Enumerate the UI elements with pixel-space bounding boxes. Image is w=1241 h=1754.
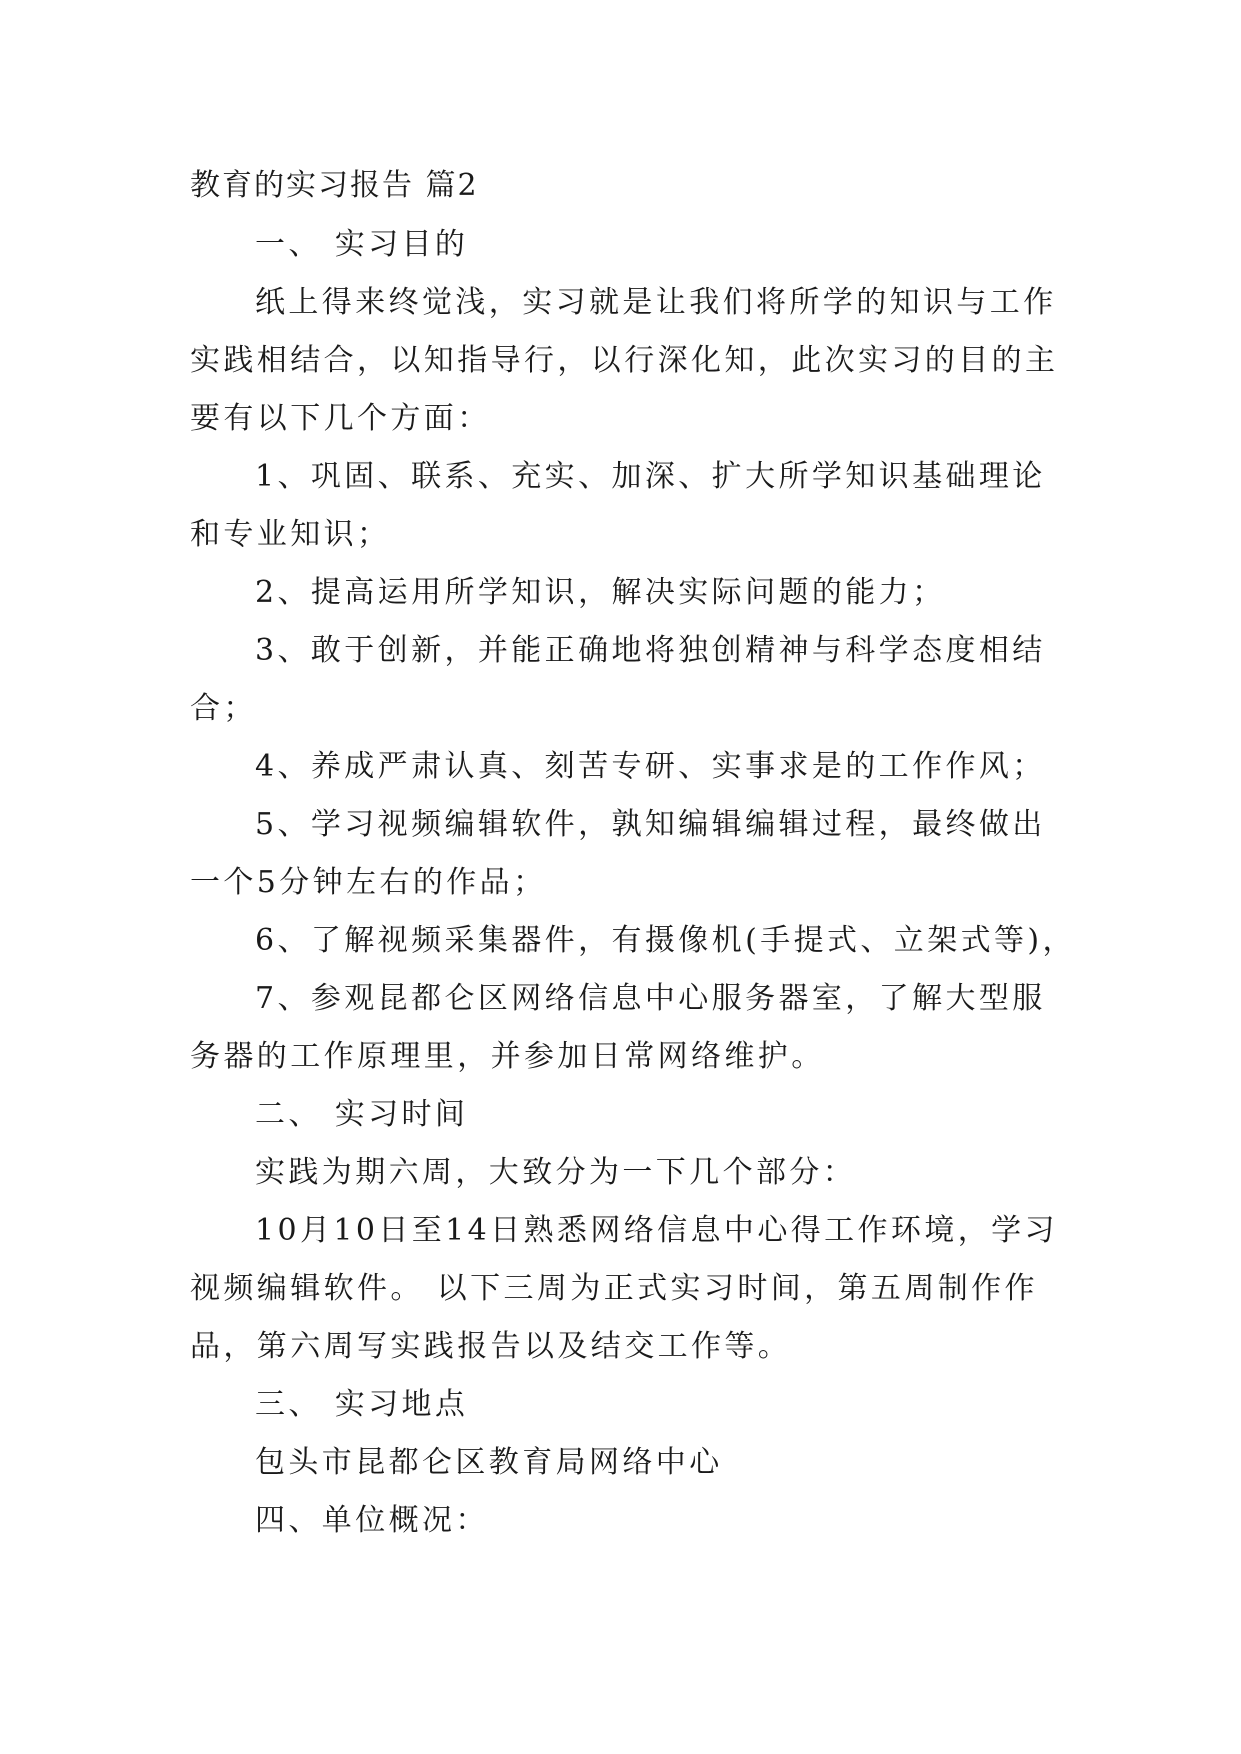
list-item-3-cont: 合； [190, 691, 257, 726]
section-heading-overview: 四、单位概况： [255, 1503, 489, 1538]
list-item-1: 1、巩固、联系、充实、加深、扩大所学知识基础理论 [255, 459, 1046, 494]
paragraph-line: 要有以下几个方面： [190, 401, 491, 436]
paragraph-line: 实践为期六周，大致分为一下几个部分： [255, 1155, 857, 1190]
list-item-6: 6、了解视频采集器件，有摄像机(手提式、立架式等)， [255, 923, 1076, 958]
paragraph-line: 视频编辑软件。 以下三周为正式实习时间，第五周制作作 [190, 1271, 1038, 1306]
section-heading-time: 二、 实习时间 [255, 1097, 469, 1132]
list-item-5: 5、学习视频编辑软件，孰知编辑编辑过程，最终做出 [255, 807, 1046, 842]
document-title: 教育的实习报告 篇2 [190, 168, 479, 203]
paragraph-line: 10月10日至14日熟悉网络信息中心得工作环境，学习 [255, 1213, 1058, 1248]
list-item-3: 3、敢于创新，并能正确地将独创精神与科学态度相结 [255, 633, 1046, 668]
paragraph-line: 包头市昆都仑区教育局网络中心 [255, 1445, 723, 1480]
list-item-2: 2、提高运用所学知识，解决实际问题的能力； [255, 575, 946, 610]
section-heading-location: 三、 实习地点 [255, 1387, 469, 1422]
paragraph-line: 纸上得来终觉浅，实习就是让我们将所学的知识与工作 [255, 285, 1057, 320]
list-item-7-cont: 务器的工作原理里，并参加日常网络维护。 [190, 1039, 825, 1074]
list-item-5-cont: 一个5分钟左右的作品； [190, 865, 547, 900]
list-item-7: 7、参观昆都仑区网络信息中心服务器室，了解大型服 [255, 981, 1046, 1016]
list-item-4: 4、养成严肃认真、刻苦专研、实事求是的工作作风； [255, 749, 1046, 784]
paragraph-line: 实践相结合，以知指导行，以行深化知，此次实习的目的主 [190, 343, 1059, 378]
section-heading-purpose: 一、 实习目的 [255, 227, 469, 262]
list-item-1-cont: 和专业知识； [190, 517, 391, 552]
paragraph-line: 品，第六周写实践报告以及结交工作等。 [190, 1329, 792, 1364]
